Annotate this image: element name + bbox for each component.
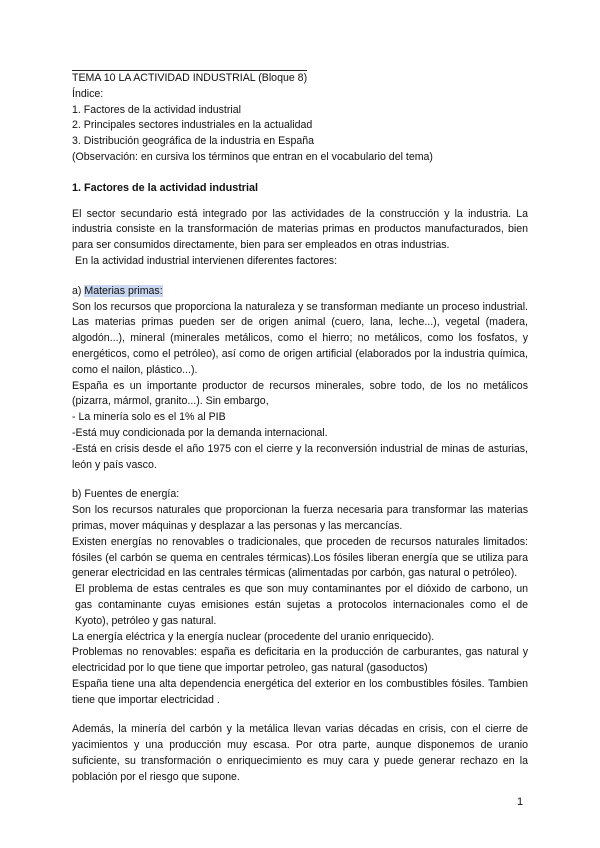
energy-sources-label: b) Fuentes de energía: (72, 488, 180, 501)
section-1-intro-2: En la actividad industrial intervienen diferentes factores: (75, 254, 338, 267)
document-title: TEMA 10 LA ACTIVIDAD INDUSTRIAL (Bloque 8) (72, 72, 308, 84)
energy-paragraph-7: Además, la minería del carbón y la metálica llevan varias décadas en crisis, con el cierre de yacimientos y una producción muy escasa. Por otra parte, aunque disponemos de uranio suficiente, su transformación o enriquecimiento es muy cara y puede generar rechazo en la población por el riesgo que supone. (72, 723, 528, 783)
page-number: 1 (517, 796, 524, 808)
raw-materials-label (72, 284, 528, 300)
raw-materials-bullet-2: -Está muy condicionada por la demanda internacional. (72, 426, 328, 439)
raw-materials-prefix: a) (72, 284, 85, 297)
raw-materials-bullet-1: - La minería solo es el 1% al PIB (72, 411, 226, 424)
raw-materials-paragraph-1: Son los recursos que proporciona la naturaleza y se transforman mediante un proceso industrial. Las materias primas pueden ser de origen animal (cuero, lana, leche...), vegetal (madera, algodón...), mineral (minerales metálicos, como el hierro; no metálicos, como los fosfatos, y energéticos, como el petróleo), así como de origen artificial (elaborados por la industria química, como el nailon, plástico...). (72, 300, 528, 376)
raw-materials-paragraph-2: España es un importante productor de recursos minerales, sobre todo, de los no metálicos (pizarra, mármol, granito...). Sin embargo, (72, 379, 528, 408)
index-item-3: 3. Distribución geográfica de la industria en España (72, 135, 315, 148)
observation-note: (Observación: en cursiva los términos que entran en el vocabulario del tema) (72, 150, 433, 163)
raw-materials-bullet-3: -Está en crisis desde el año 1975 con el cierre y la reconversión industrial de minas de asturias, león y país vasco. (72, 442, 528, 471)
raw-materials-highlight: Materias primas: (84, 284, 163, 297)
energy-paragraph-3: El problema de estas centrales es que son muy contaminantes por el dióxido de carbono, un gas contaminante cuyas emisiones están sujetas a protocolos internacionales como el de Kyoto), petróleo y gas natural. (75, 583, 528, 627)
energy-paragraph-4: La energía eléctrica y la energía nuclear (procedente del uranio enriquecido). (72, 630, 435, 643)
energy-paragraph-5: Problemas no renovables: españa es deficitaria en la producción de carburantes, gas natural y electricidad por lo que tiene que importar petroleo, gas natural (gasoductos) (72, 646, 528, 675)
section-1-intro: El sector secundario está integrado por las actividades de la construcción y la industria. La industria consiste en la transformación de materias primas en productos manufacturados, bien para ser consumidos directamente, bien para ser empleados en otras industrias. (72, 207, 528, 252)
section-1-heading: 1. Factores de la actividad industrial (72, 181, 259, 194)
index-item-1: 1. Factores de la actividad industrial (72, 103, 241, 116)
energy-paragraph-2: Existen energías no renovables o tradicionales, que proceden de recursos naturales limitados: fósiles (el carbón se quema en centrales térmicas).Los fósiles liberan energía que se utiliza para generar electricidad en las centrales térmicas (alimentadas por carbón, gas natural o petróleo). (72, 535, 528, 580)
energy-paragraph-1: Son los recursos naturales que proporcionan la fuerza necesaria para transformar las materias primas, mover máquinas y desplazar a las personas y las mercancías. (72, 504, 528, 532)
energy-paragraph-6: España tiene una alta dependencia energética del exterior en los combustibles fósiles. Tambien tiene que importar electricidad . (72, 677, 528, 706)
index-label: Índice: (72, 87, 104, 100)
index-item-2: 2. Principales sectores industriales en la actualidad (72, 119, 313, 132)
document-page (72, 70, 528, 786)
